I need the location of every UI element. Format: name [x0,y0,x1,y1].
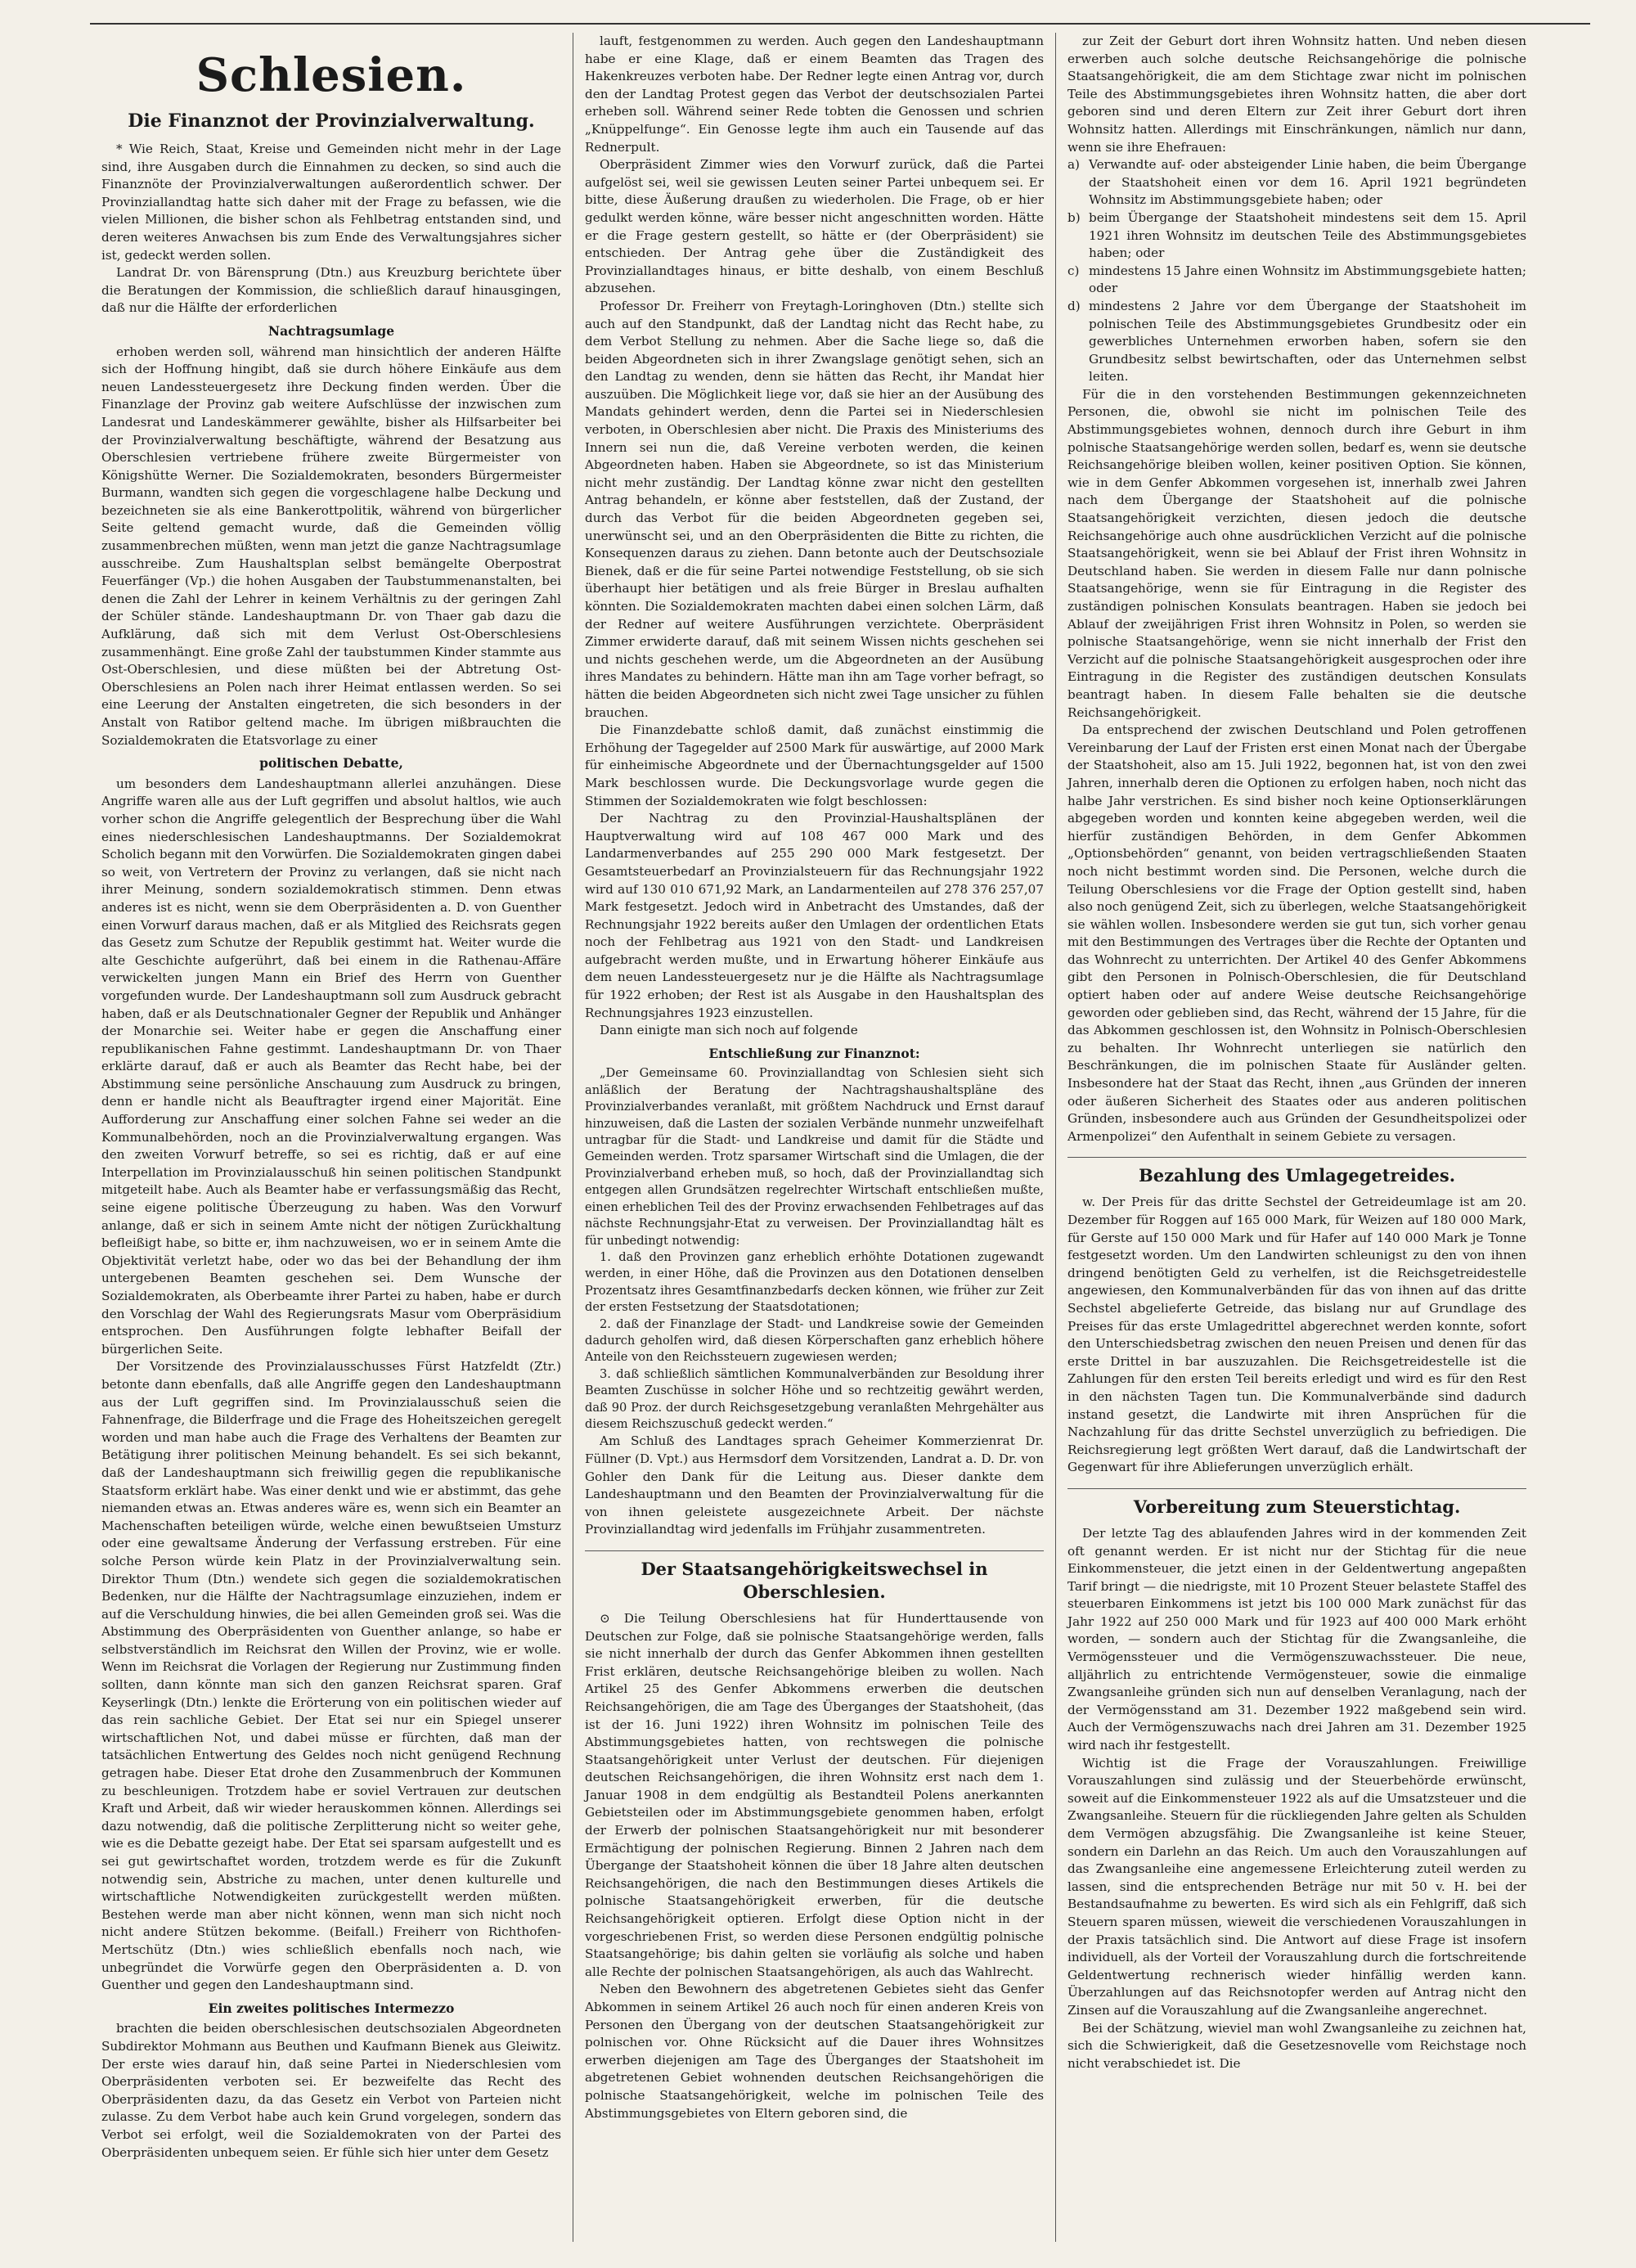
paragraph: brachten die beiden oberschlesischen deutschsozialen Abgeordneten Subdirektor Mohmann aus Beuthen und Kaufmann Bienek aus Gleiwitz. Der erste wies darauf hin, daß seine Partei in Niederschlesien vom Oberpräsidenten verboten sei. Er bezweifelte das Recht des Oberpräsidenten dazu, da das Gesetz ein Verbot von Parteien nicht zulasse. Zu dem Verbot habe auch kein Grund vorgelegen, sondern das Verbot sei erfolgt, weil die Sozialdemokraten von der Partei des Oberpräsidenten unbequem seien. Er fühle sich hier unter dem Gesetz [101,2021,561,2160]
quote-paragraph: 1. daß den Provinzen ganz erheblich erhöhte Dotationen zugewandt werden, in einer Höhe, daß die Provinzen aus den Dotationen denselben Prozentsatz ihres Gesamtfinanzbedarfs decken können, wie früher zur Zeit der ersten Festsetzung der Staatsdotationen; [585,1249,1044,1315]
subheading: Ein zweites politisches Intermezzo [208,2000,455,2016]
column-2 [573,33,1055,2242]
paragraph: um besonders dem Landeshauptmann allerlei anzuhängen. Diese Angriffe waren alle aus der Luft gegriffen und absolut haltlos, wie auch vorher schon die Angriffe gelegentlich der Besprechung über die Wahl eines niederschlesischen Landeshauptmanns. Der Sozialdemokrat Scholich begann mit den Vorwürfen. Die Sozialdemokraten gingen dabei so weit, von Vertretern der Provinz zu verlangen, daß sie nicht nach ihrer Meinung, sondern sozialdemokratisch stimmen. Denn etwas anderes ist es nicht, wenn sie dem Oberpräsidenten a. D. von Guenther einen Vorwurf daraus machen, daß er als Mitglied des Reichsrats gegen das Gesetz zum Schutze der Republik gestimmt hat. Weiter wurde die alte Geschichte aufgerührt, daß bei einem in die Rathenau-Affäre verwickelten jungen Mann ein Brief des Herrn von Guenther vorgefunden wurde. Der Landeshauptmann soll zum Ausdruck gebracht haben, daß er als Deutschnationaler Gegner der Republik und Anhänger der Monarchie sei. Weiter habe er gegen die Anschaffung einer republikanischen Fahne gestimmt. Landeshauptmann Dr. von Thaer erklärte darauf, daß er auch als Beamter das Recht habe, bei der Abstimmung seine persönliche Anschauung zum Ausdruck zu bringen, denn er handle nicht als Beauftragter irgend einer Majorität. Eine Aufforderung zur Anschaffung einer solchen Fahne sei weder an die Kommunalbehörden, noch an die Provinzialverwaltung ergangen. Was den zweiten Vorwurf betreffe, so sei es richtig, daß er auf eine Interpellation im Provinzialausschuß hin seinen politischen Standpunkt mitgeteilt habe. Auch als Beamter habe er verfassungsmäßig das Recht, seine eigene politische Überzeugung zu haben. Was den Vorwurf anlange, daß er sich in seinem Amte nicht der nötigen Zurückhaltung befleißigt habe, so bitte er, ihm nachzuweisen, wo er in seinem Amte die Objektivität verletzt habe, oder wo das bei der Behandlung der ihm untergebenen Beamten geschehen sei. Dem Wunsche der Sozialdemokraten, als Oberbeamte ihrer Partei zu haben, habe er durch den Vorschlag der Wahl des Regierungsrats Masur vom Oberpräsidium entsprochen. Den Ausführungen folgte lebhafter Beifall der bürgerlichen Seite. [101,776,561,1357]
paragraph: Der Vorsitzende des Provinzialausschusses Fürst Hatzfeldt (Ztr.) betonte dann ebenfalls, daß alle Angriffe gegen den Landeshauptmann aus der Luft gegriffen sind. Im Provinzialausschuß seien die Fahnenfrage, die Bilderfrage und die Frage des Hoheitszeichen geregelt worden und man habe auch die Frage des Verhaltens der Beamten zur Betätigung ihrer politischen Meinung behandelt. Es sei sich bekannt, daß der Landeshauptmann sich freiwillig gegen die republikanische Staatsform erklärt habe. Was einer denkt und wie er abstimmt, das gehe niemanden etwas an. Etwas anderes wäre es, wenn sich ein Beamter an Machenschaften beteiligen würde, welche einen bewußtseien Umsturz oder eine gewaltsame Änderung der Verfassung erstreben. Für eine solche Person würde kein Platz in der Provinzialverwaltung sein. Direktor Thum (Dtn.) wendete sich gegen die sozialdemokratischen Bedenken, nur die Hälfte der Nachtragsumlage einzuziehen, indem er auf die Verschuldung hinwies, die bei allen Gemeinden groß sei. Was die Abstimmung des Oberpräsidenten von Guenther anlange, so habe er selbstverständlich im Reichsrat den Willen der Provinz, wie er wolle. Wenn im Reichsrat die Vorlagen der Regierung nur Zustimmung finden sollten, dann könnte man sich den ganzen Reichsrat sparen. Graf Keyserlingk (Dtn.) lenkte die Erörterung von ein politischen wieder auf das rein sachliche Gebiet. Der Etat sei nur ein Spiegel unserer wirtschaftlichen Not, und dabei müsse er fürchten, daß man der tatsächlichen Entwertung des Geldes noch nicht genügend Rechnung getragen habe. Dieser Etat drohe den Zusammenbruch der Kommunen zu beschleunigen. Trotzdem habe er soviel Vertrauen zur deutschen Kraft und Arbeit, daß wir wieder herauskommen können. Allerdings sei dazu notwendig, daß die politische Zerplitterung nicht so weiter gehe, wie es die Debatte gezeigt habe. Der Etat sei sparsam aufgestellt und es sei gut gewirtschaftet worden, trotzdem werde es für die Zukunft notwendig sein, Abstriche zu machen, unter denen kulturelle und wirtschaftliche Notwendigkeiten zurückgestellt werden müßten. Bestehen werde man aber nicht können, wenn man sich nicht noch nicht andere Stützen bekomme. (Beifall.) Freiherr von Richthofen-Mertschütz (Dtn.) wies schließlich ebenfalls noch nach, wie unbegründet die Vorwürfe gegen den Oberpräsidenten a. D. von Guenther und gegen den Landeshauptmann sind. [101,1359,561,1993]
paragraph: Neben den Bewohnern des abgetretenen Gebietes sieht das Genfer Abkommen in seinem Artikel 26 auch noch für einen anderen Kreis von Personen den Übergang von der deutschen Staatsangehörigkeit zur polnischen vor. Ohne Rücksicht auf die Dauer ihres Wohnsitzes erwerben diejenigen am Tage des Überganges der Staatshoheit im abgetretenen Gebiet wohnenden deutschen Reichsangehörigen die polnische Staatsangehörigkeit, welche im polnischen Teile des Abstimmungsgebietes von Eltern geboren sind, die [585,1982,1044,2121]
paragraph: Professor Dr. Freiherr von Freytagh-Loringhoven (Dtn.) stellte sich auch auf den Standpunkt, daß der Landtag nicht das Recht habe, zu dem Verbot Stellung zu nehmen. Aber die Sache liege so, daß die beiden Abgeordneten sich in ihrer Zwangslage genötigt sehen, sich an den Landtag zu wenden, denn sie hätten das Recht, ihr Mandat hier auszuüben. Die Möglichkeit liege vor, daß sie hier an der Ausübung des Mandats gehindert werden, denn die Partei sei in Niederschlesien verboten, in Oberschlesien aber nicht. Die Praxis des Ministeriums des Innern sei nun die, daß Vereine verboten werden, die keinen Abgeordneten haben. Haben sie Abgeordnete, so ist das Ministerium nicht mehr zuständig. Der Landtag könne zwar nicht den gestellten Antrag behandeln, er könne aber feststellen, daß der Zustand, der durch das Verbot für die beiden Abgeordneten gegeben sei, unerwünscht sei, und an den Oberpräsidenten die Bitte zu richten, die Konsequenzen daraus zu ziehen. Dann betonte auch der Deutschsoziale Bienek, daß er die für seine Partei notwendige Feststellung, ob sie sich überhaupt hier betätigen und als freie Bürger in Breslau aufhalten könnten. Die Sozialdemokraten machten dabei einen solchen Lärm, daß der Redner auf weitere Ausführungen verzichtete. Oberpräsident Zimmer erwiderte darauf, daß mit seinem Wissen nichts geschehen sei und nichts geschehen werde, um die Abgeordneten an der Ausübung ihres Mandates zu behindern. Hätte man ihn am Tage vorher befragt, so hätten die beiden Abgeordneten sich nicht zwei Tage unsicher zu fühlen brauchen. [585,298,1044,720]
paragraph: Die Finanzdebatte schloß damit, daß zunächst einstimmig die Erhöhung der Tagegelder auf 2500 Mark für auswärtige, auf 2000 Mark für einheimische Abgeordnete und der Übernachtungsgelder auf 1500 Mark beschlossen wurde. Die Deckungsvorlage wurde gegen die Stimmen der Sozialdemokraten wie folgt beschlossen: [585,722,1044,808]
quote-paragraph: 2. daß der Finanzlage der Stadt- und Landkreise sowie der Gemeinden dadurch geholfen wird, daß diesen Körperschaften ganz erheblich höhere Anteile von den Reichssteuern zugewiesen werden; [585,1316,1044,1365]
paragraph: Landrat Dr. von Bärensprung (Dtn.) aus Kreuzburg berichtete über die Beratungen der Kommission, die schließlich darauf hinausgingen, daß nur die Hälfte der erforderlichen [101,265,561,316]
paragraph: Bei der Schätzung, wieviel man wohl Zwangsanleihe zu zeichnen hat, sich die Schwierigkeit, daß die Gesetzesnovelle vom Reichstage noch nicht verabschiedet ist. Die [1067,2020,1526,2071]
top-rule [90,23,1590,25]
article-headline-finanznot: Die Finanznot der Provinzialverwaltung. [128,110,535,132]
columns [90,33,1590,2242]
condition-list [1067,156,1526,386]
article-headline-steuerstichtag: Vorbereitung zum Steuerstichtag. [1067,1488,1526,1519]
list-item: a) Verwandte auf- oder absteigender Linie haben, die beim Übergange der Staatshoheit einen vor dem 16. April 1921 begründeten Wohnsitz im Abstimmungsgebiete haben; oder [1067,157,1526,208]
list-item: c) mindestens 15 Jahre einen Wohnsitz im Abstimmungsgebiete hatten; oder [1067,263,1526,296]
paragraph: erhoben werden soll, während man hinsichtlich der anderen Hälfte sich der Hoffnung hingibt, daß sie durch höhere Einkäufe aus dem neuen Landessteuergesetz ihre Deckung finden werden. Über die Finanzlage der Provinz gab weitere Aufschlüsse der inzwischen zum Landesrat und Landeskämmerer gewählte, bisher als Hilfsarbeiter bei der Provinzialverwaltung beschäftigte, während der Besatzung aus Oberschlesien vertriebene frühere zweite Bürgermeister von Königshütte Werner. Die Sozialdemokraten, besonders Bürgermeister Burmann, wandten sich gegen die vorgeschlagene halbe Deckung und bezeichneten sie als eine Bankerottpolitik, während von bürgerlicher Seite geltend gemacht wurde, daß die Gemeinden völlig zusammenbrechen müßten, wenn man jetzt die ganze Nachtragsumlage ausschreibe. Zum Haushaltsplan selbst bemängelte Oberpostrat Feuerfänger (Vp.) die hohen Ausgaben der Taubstummenanstalten, bei denen die Zahl der Lehrer in keinem Verhältnis zu der geringen Zahl der Schüler stände. Landeshauptmann Dr. von Thaer gab dazu die Aufklärung, daß sich mit dem Verlust Ost-Oberschlesiens zusammenhängt. Eine große Zahl der taubstummen Kinder stammte aus Ost-Oberschlesien, und diese müßten bei der Abtretung Ost-Oberschlesiens an Polen nach ihrer Heimat entlassen werden. So sei eine Leerung der Anstalten eingetreten, die sich besonders in der Anstalt von Ratibor geltend mache. Im übrigen mißbrauchten die Sozialdemokraten die Etatsvorlage zu einer [101,344,561,748]
paragraph: Für die in den vorstehenden Bestimmungen gekennzeichneten Personen, die, obwohl sie nicht im polnischen Teile des Abstimmungsgebietes wohnen, dennoch durch ihre Geburt in ihm polnische Staatsangehörige werden sollen, bedarf es, wenn sie deutsche Reichsangehörige bleiben wollen, keiner positiven Option. Sie können, wie in dem Genfer Abkommen vorgesehen ist, innerhalb zwei Jahren nach dem Übergange der Staatshoheit auf die polnische Staatsangehörigkeit verzichten, diesen jedoch die deutsche Reichsangehörige auch ohne ausdrücklichen Verzicht auf die polnische Staatsangehörigkeit, wenn sie bei Ablauf der Frist ihren Wohnsitz in Deutschland haben. Sie werden in diesem Falle nur dann polnische Staatsangehörige, wenn sie für Eintragung in die Register des zuständigen polnischen Konsulats beantragen. Haben sie jedoch bei Ablauf der zweijährigen Frist ihren Wohnsitz in Polen, so werden sie polnische Staatsangehörige, wenn sie nicht innerhalb der Frist den Verzicht auf die polnische Staatsangehörigkeit ausgesprochen oder ihre Eintragung in die Register des zuständigen deutschen Konsulats beantragt haben. In diesem Falle behalten sie die deutsche Reichsangehörigkeit. [1067,386,1526,720]
paragraph: Wichtig ist die Frage der Vorauszahlungen. Freiwillige Vorauszahlungen sind zulässig und der Steuerbehörde erwünscht, soweit auf die Einkommensteuer 1922 als auf die Umsatzsteuer und die Zwangsanleihe. Steuern für die rückliegenden Jahre gelten als Schulden dem Vermögen abzugsfähig. Die Zwangsanleihe ist keine Steuer, sondern ein Darlehn an das Reich. Um auch den Vorauszahlungen auf das Zwangsanleihe eine angemessene Erleichterung zuteil werden zu lassen, sind die entsprechenden Beträge nur mit 50 v. H. bei der Bestandsaufnahme zu bewerten. Es wird sich als ein Fehlgriff, daß sich Steuern sparen müssen, wieweit die verschiedenen Vorauszahlungen in der Praxis tatsächlich sind. Die Antwort auf diese Frage ist insofern individuell, als der Vorteil der Vorauszahlung durch die fortschreitende Geldentwertung rechnerisch wieder hinfällig werden kann. Überzahlungen auf das Reichsnotopfer werden auf Antrag nicht den Zinsen auf die Vorauszahlung auf die Zwangsanleihe angerechnet. [1067,1755,1526,2018]
subheading: politischen Debatte, [259,755,403,772]
paragraph: Oberpräsident Zimmer wies den Vorwurf zurück, daß die Partei aufgelöst sei, weil sie gewissen Leuten seiner Partei unbequem sei. Er bitte, diese Äußerung draußen zu wiederholen. Die Frage, ob er hier gedulkt werden könne, wäre besser nicht angeschnitten worden. Hätte er die Frage gestern gestellt, so hätte er (der Oberpräsident) sie entschieden. Der Antrag gehe über die Zuständigkeit des Provinziallandtages hinaus, er bitte deshalb, von einem Beschluß abzusehen. [585,157,1044,296]
article-headline-staatsangehoerigkeit: Der Staatsangehörigkeitswechsel in Oberschlesien. [585,1550,1044,1604]
paragraph: Am Schluß des Landtages sprach Geheimer Kommerzienrat Dr. Füllner (D. Vpt.) aus Hermsdorf dem Vorsitzenden, Landrat a. D. Dr. von Gohler den Dank für die Leitung aus. Dieser dankte dem Landeshauptmann und den Beamten der Provinzialverwaltung für die von ihnen geleistete ausgezeichnete Arbeit. Der nächste Provinziallandtag wird jedenfalls im Frühjahr zusammentreten. [585,1433,1044,1537]
paragraph: * Wie Reich, Staat, Kreise und Gemeinden nicht mehr in der Lage sind, ihre Ausgaben durch die Einnahmen zu decken, so sind auch die Finanznöte der Provinzialverwaltungen außerordentlich schwer. Der Provinziallandtag hatte sich daher mit der Frage zu befassen, wie die vielen Millionen, die bisher schon als Fehlbetrag entstanden sind, und deren weiteres Anwachsen bis zum Ende des Verwaltungsjahres sicher ist, gedeckt werden sollen. [101,142,561,263]
column-1 [90,33,573,2242]
paragraph: Der Nachtrag zu den Provinzial-Haushaltsplänen der Hauptverwaltung wird auf 108 467 000 Mark und des Landarmenverbandes auf 255 290 000 Mark festgesetzt. Der Gesamtsteuerbedarf an Provinzialsteuern für das Rechnungsjahr 1922 wird auf 130 010 671,92 Mark, an Landarmenteilen auf 278 376 257,07 Mark festgesetzt. Jedoch wird in Anbetracht des Umstandes, daß der Rechnungsjahr 1922 bereits außer den Umlagen der ordentlichen Etats noch der Fehlbetrag aus 1921 von den Stadt- und Landkreisen aufgebracht werden mußte, und in Erwartung höherer Einkäufe aus dem neuen Landessteuergesetz nur je die Hälfte als Nachtragsumlage für 1922 erhoben; der Rest ist als Ausgabe in den Haushaltsplan des Rechnungsjahres 1923 einzustellen. [585,811,1044,1020]
quote-paragraph: 3. daß schließlich sämtlichen Kommunalverbänden zur Besoldung ihrer Beamten Zuschüsse in solcher Höhe und so rechtzeitig gewährt werden, daß 90 Proz. der durch Reichsgesetzgebung veranlaßten Mehrgehälter aus diesem Reichszuschuß gedeckt werden.“ [585,1366,1044,1431]
paragraph: zur Zeit der Geburt dort ihren Wohnsitz hatten. Und neben diesen erwerben auch solche deutsche Reichsangehörige die polnische Staatsangehörigkeit, die am dem Stichtage zwar nicht im polnischen Teile des Abstimmungsgebietes ihren Wohnsitz hatten, die aber dort geboren sind und deren Eltern zur Zeit ihrer Geburt dort ihren Wohnsitz hatten. Allerdings mit Einschränkungen, nämlich nur dann, wenn sie ihre Ehefrauen: [1067,34,1526,155]
article-headline-umlagegetreide: Bezahlung des Umlagegetreides. [1067,1157,1526,1187]
subheading: Nachtragsumlage [267,322,395,339]
subheading: Entschließung zur Finanznot: [708,1045,920,1061]
column-3 [1055,33,1538,2242]
paragraph: Der letzte Tag des ablaufenden Jahres wird in der kommenden Zeit oft genannt werden. Er ist nicht nur der Stichtag für die neue Einkommensteuer, die jetzt einen in der Geldentwertung angepaßten Tarif bringt — die niedrigste, mit 10 Prozent Steuer belastete Staffel des steuerbaren Einkommens ist jetzt bis 100 000 Mark zunächst für das Jahr 1922 auf 250 000 Mark und für 1923 auf 400 000 Mark erhöht worden, — sondern auch der Stichtag für die Zwangsanleihe, die Vermögenssteuer und die Vermögenszuwachssteuer. Die neue, alljährlich zu entrichtende Vermögensteuer, sowie die einmalige Zwangsanleihe gründen sich nun auf denselben Veranlagung, nach der der Vermögensstand am 31. Dezember 1922 maßgebend sein wird. Auch der Vermögenszuwachs nach drei Jahren am 31. Dezember 1925 wird nach ihr festgestellt. [1067,1525,1526,1753]
list-item: b) beim Übergange der Staatshoheit mindestens seit dem 15. April 1921 ihren Wohnsitz im deutschen Teile des Abstimmungsgebietes haben; oder [1067,209,1526,261]
paragraph: lauft, festgenommen zu werden. Auch gegen den Landeshauptmann habe er eine Klage, daß er einem Beamten das Tragen des Hakenkreuzes verboten habe. Der Redner legte einen Antrag vor, durch den der Landtag Protest gegen das Verbot der deutschsozialen Partei erheben soll. Während seiner Rede tobten die Genossen und schrien „Knüppelfunge“. Ein Genosse legte ihm auch ein Tausende auf das Rednerpult. [585,34,1044,155]
list-item: d) mindestens 2 Jahre vor dem Übergange der Staatshoheit im polnischen Teile des Abstimmungsgebietes Grundbesitz oder ein gewerbliches Unternehmen erworben haben, sofern sie den Grundbesitz selbst bewirtschaften, oder das Unternehmen selbst leiten. [1067,298,1526,385]
paragraph: w. Der Preis für das dritte Sechstel der Getreideumlage ist am 20. Dezember für Roggen auf 165 000 Mark, für Weizen auf 180 000 Mark, für Gerste auf 150 000 Mark und für Hafer auf 140 000 Mark je Tonne festgesetzt worden. Um den Landwirten schleunigst zu den von ihnen dringend benötigten Geld zu verhelfen, ist die Reichsgetreidestelle angewiesen, den Kommunalverbänden für das von ihnen auf das dritte Sechstel abgelieferte Getreide, das bislang nur auf Grundlage des Preises für das erste Umlagedrittel abgerechnet werden konnte, sofort den Unterschiedsbetrag zwischen den neuen Preisen und denen für das erste Drittel in bar auszuzahlen. Die Reichsgetreidestelle ist die Zahlungen für den ersten Teil bereits erledigt und wird es für den Rest in den nächsten Tagen tun. Die Kommunalverbände sind dadurch instand gesetzt, die Landwirte mit ihren Ansprüchen für die Nachzahlung für das dritte Sechstel unverzüglich zu befriedigen. Die Reichsregierung legt größten Wert darauf, daß die Landwirtschaft der Gegenwart für ihre Ablieferungen unverzüglich erhält. [1067,1195,1526,1475]
masthead: Schlesien. [196,48,467,102]
paragraph: Dann einigte man sich noch auf folgende [600,1023,858,1038]
paragraph: Da entsprechend der zwischen Deutschland und Polen getroffenen Vereinbarung der Lauf der Fristen erst einen Monat nach der Übergabe der Staatshoheit, also am 15. Juli 1922, begonnen hat, ist von den zwei Jahren, innerhalb deren die Optionen zu erfolgen haben, noch nicht das halbe Jahr verstrichen. Es sind bisher noch keine Optionserklärungen abgegeben worden und konnten keine abgegeben werden, weil die hierfür zuständigen Behörden, in dem Genfer Abkommen „Optionsbehörden“ genannt, von beiden vertragschließenden Staaten noch nicht bestimmt worden sind. Die Personen, welche durch die Teilung Oberschlesiens vor die Frage der Option gestellt sind, haben also noch genügend Zeit, sich zu überlegen, welche Staatsangehörigkeit sie wählen wollen. Insbesondere werden sie gut tun, sich vorher genau mit den Bestimmungen des Vertrages über die Rechte der Optanten und das Wohnrecht zu unterrichten. Der Artikel 40 des Genfer Abkommens gibt den Personen in Polnisch-Oberschlesien, die für Deutschland optiert haben oder auf andere Weise deutsche Reichsangehörige geworden oder geblieben sind, das Recht, während der 15 Jahre, für die das Abkommen geschlossen ist, den Wohnsitz in Polnisch-Oberschlesien zu behalten. Ihr Wohnrecht unterliegen sie natürlich den Beschränkungen, die im polnischen Staate für Ausländer gelten. Insbesondere hat der Staat das Recht, ihnen „aus Gründen der inneren oder äußeren Sicherheit des Staates oder aus anderen politischen Gründen, insbesondere auch aus Gründen der Gesundheitspolizei oder Armenpolizei“ den Aufenthalt in seinem Gebiete zu versagen. [1067,722,1526,1144]
quote-paragraph: „Der Gemeinsame 60. Provinziallandtag von Schlesien sieht sich anläßlich der Beratung der Nachtragshaushaltspläne des Provinzialverbandes veranlaßt, mit größtem Nachdruck und Ernst darauf hinzuweisen, daß die Lasten der sozialen Verbände nunmehr unzweifelhaft untragbar für die Stadt- und Landkreise und damit für die Städte und Gemeinden werden. Trotz sparsamer Wirtschaft sind die Umlagen, die der Provinzialverband erheben muß, so hoch, daß der Provinziallandtag sich entgegen allen Grundsätzen regelrechter Wirtschaft entschließen mußte, einen erheblichen Teil des der Provinz erwachsenden Fehlbetrages auf das nächste Rechnungsjahr-Etat zu verweisen. Der Provinziallandtag hält es für unbedingt notwendig: [585,1066,1044,1248]
paragraph: ⊙ Die Teilung Oberschlesiens hat für Hunderttausende von Deutschen zur Folge, daß sie polnische Staatsangehörige werden, falls sie nicht innerhalb der durch das Genfer Abkommen ihnen gestellten Frist erklären, deutsche Reichsangehörige bleiben zu wollen. Nach Artikel 25 des Genfer Abkommens erwerben die deutschen Reichsangehörigen, die am Tage des Überganges der Staatshoheit, (das ist der 16. Juni 1922) ihren Wohnsitz im polnischen Teile des Abstimmungsgebietes hatten, von rechtswegen die polnische Staatsangehörigkeit unter Verlust der deutschen. Für diejenigen deutschen Reichsangehörigen, die ihren Wohnsitz erst nach dem 1. Januar 1908 in dem endgültig als Bestandteil Polens anerkannten Gebietsteilen oder im Abstimmungsgebiete genommen haben, erfolgt der Erwerb der polnischen Staatsangehörigkeit nur mit besonderer Ermächtigung der polnischen Regierung. Binnen 2 Jahren nach dem Übergange der Staatshoheit können die über 18 Jahre alten deutschen Reichsangehörigen, die nach den Bestimmungen dieses Artikels die polnische Staatsangehörigkeit erwerben, für die deutsche Reichsangehörigkeit optieren. Erfolgt diese Option nicht in der vorgeschriebenen Frist, so werden diese Personen endgültig polnische Staatsangehörige; bis dahin gelten sie vorläufig als solche und haben alle Rechte der polnischen Staatsangehörigen, als auch das Wahlrecht. [585,1610,1044,1979]
